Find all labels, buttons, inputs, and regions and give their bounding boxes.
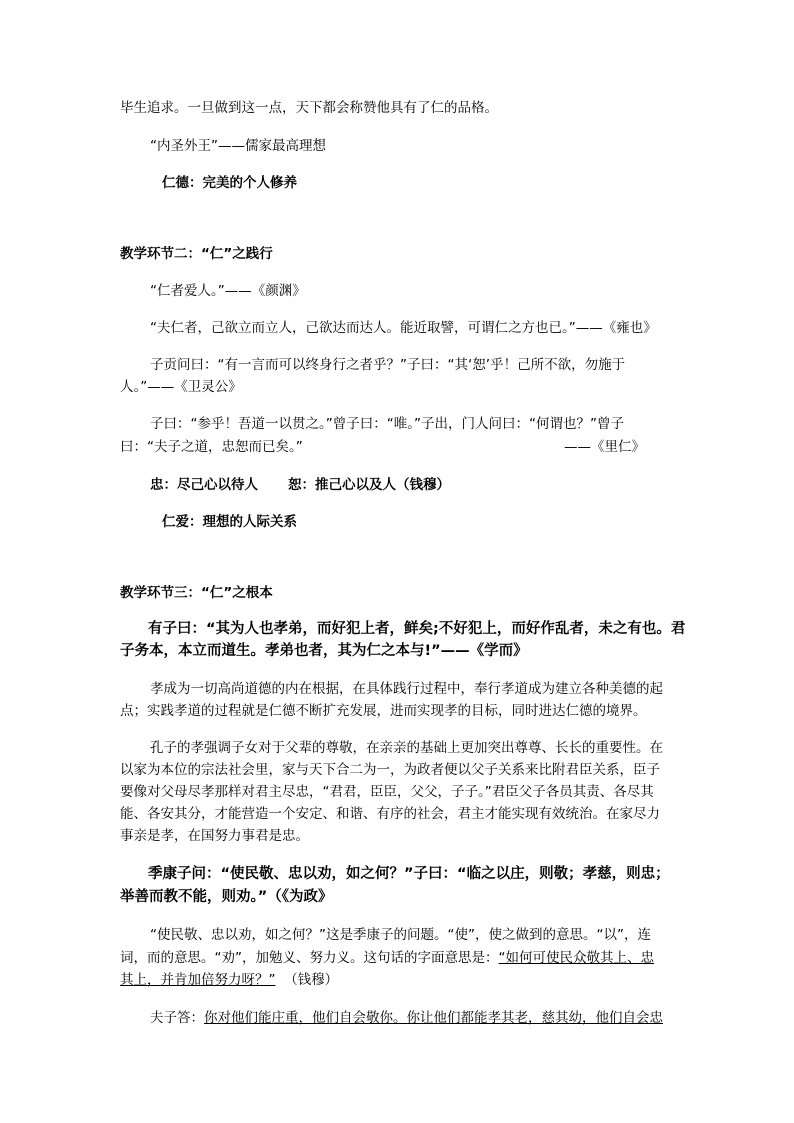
bold-quote-line: 有子曰：“其为人也孝弟，而好犯上者，鲜矣;不好犯上，而好作乱者，未之有也。君 [148, 621, 686, 637]
bold-line: 恕：推己心以及人（钱穆） [288, 477, 450, 493]
quote-line: “夫仁者，己欲立而立人，己欲达而达人。能近取譬，可谓仁之方也已。”——《雍也》 [150, 320, 657, 336]
text-line: “内圣外王”——儒家最高理想 [150, 138, 326, 154]
quote-line: 子贡问曰：“有一言而可以终身行之者乎？”子曰：“其‘恕’乎！己所不欲，勿施于 [150, 357, 626, 373]
text-line: 毕生追求。一旦做到这一点，天下都会称赞他具有了仁的品格。 [120, 100, 498, 116]
bold-quote-line: 子务本，本立而道生。孝弟也者，其为仁之本与!”——《学而》 [120, 643, 528, 659]
quote-source: ——《里仁》 [564, 439, 645, 455]
paragraph-line: 点；实践孝道的过程就是仁德不断扩充发展，进而实现孝的目标，同时进达仁德的境界。 [120, 703, 647, 719]
quote-line: 人。”——《卫灵公》 [120, 379, 242, 395]
section-heading: 教学环节二：“仁”之践行 [120, 246, 273, 262]
quote-line: 子曰：“参乎！吾道一以贯之。”曾子曰：“唯。”子出，门人问曰：“何谓也？”曾子 [150, 416, 624, 432]
paragraph-line [150, 1008, 663, 1028]
quote-line: “仁者爱人。”——《颜渊》 [150, 283, 306, 299]
bold-quote-line: 季康子问：“使民敬、忠以劝，如之何？”子曰：“临之以庄，则敬；孝慈，则忠； [148, 866, 670, 882]
paragraph-line: 孔子的孝强调子女对于父辈的尊敬，在亲亲的基础上更加突出尊尊、长长的重要性。在 [150, 740, 663, 756]
paragraph-line: “使民敬、忠以劝，如之何？”这是季康子的问题。“使”，使之做到的意思。“以”，连 [150, 927, 651, 943]
paragraph-text: （钱穆） [284, 972, 339, 988]
underlined-text: 你对他们能庄重，他们自会敬你。你让他们都能孝其老，慈其幼，他们自会忠 [204, 1010, 663, 1026]
section-heading: 教学环节三：“仁”之根本 [120, 585, 273, 601]
paragraph-line: 孝成为一切高尚道德的内在根据，在具体践行过程中，奉行孝道成为建立各种美德的起 [150, 681, 663, 697]
paragraph-line: 要像对父母尽孝那样对君主尽忠，“君君，臣臣，父父，子子。”君臣父子各员其责、各尽其 [120, 784, 654, 800]
quote-line: 曰：“夫子之道，忠恕而已矣。” [120, 439, 303, 455]
bold-heading: 仁爱：理想的人际关系 [162, 514, 297, 530]
paragraph-line: 以家为本位的宗法社会里，家与天下合二为一，为政者便以父子关系来比附君臣关系，臣子 [120, 762, 660, 778]
paragraph-line: 能、各安其分，才能营造一个安定、和谐、有序的社会，君主才能实现有效统治。在家尽力 [120, 806, 660, 822]
paragraph-line: 事亲是孝，在国努力事君是忠。 [120, 828, 309, 844]
bold-quote-line: 举善而教不能，则劝。”（《为政》 [120, 889, 333, 905]
paragraph-text: 词，而的意思。“劝”，加勉义、努力义。这句话的字面意思是： [120, 950, 499, 966]
bold-heading: 仁德：完美的个人修养 [162, 175, 297, 191]
underlined-text: 其上，并肯加倍努力呀？” [120, 972, 276, 988]
bold-line: 忠：尽己心以待人 [150, 477, 258, 493]
paragraph-line [120, 948, 654, 968]
underlined-text: “如何可使民众敬其上、忠 [498, 950, 654, 966]
paragraph-text: 夫子答： [150, 1010, 204, 1026]
paragraph-line [120, 970, 338, 990]
